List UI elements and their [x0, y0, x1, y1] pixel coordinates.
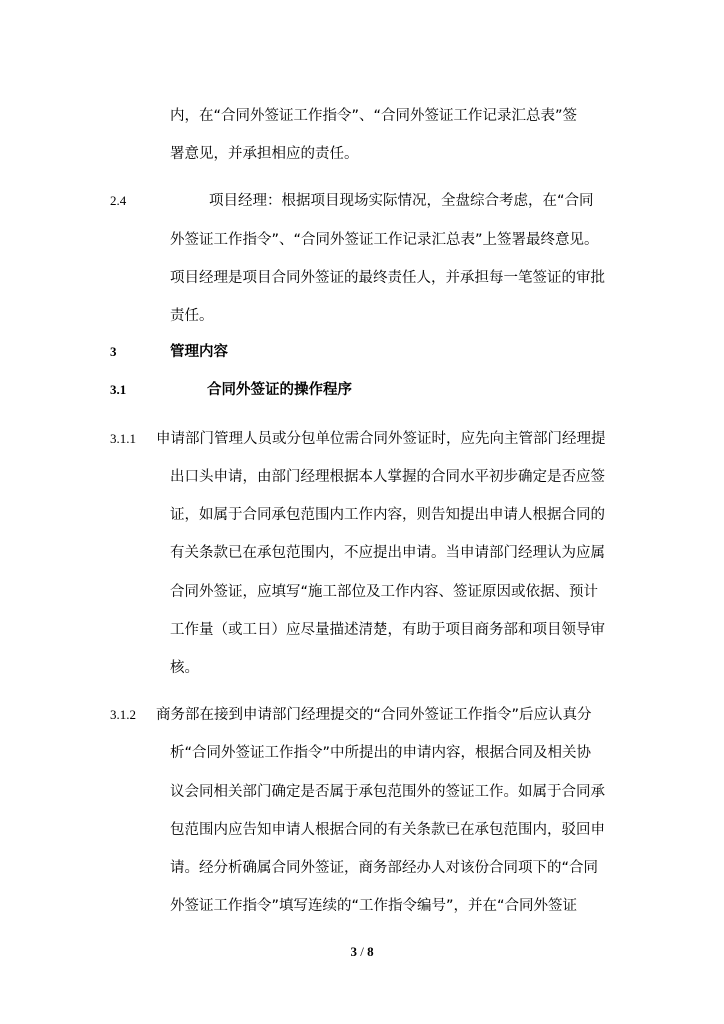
section-3-1-title: 合同外签证的操作程序 [207, 382, 352, 398]
page-separator: / [356, 944, 368, 959]
section-number-3-1-1: 3.1.1 [110, 431, 136, 446]
page-number: 3 [350, 944, 357, 959]
section-number-3: 3 [110, 344, 117, 359]
section-2-4-line-2: 外签证工作指令”、“合同外签证工作记录汇总表”上签署最终意见。 [170, 232, 599, 248]
section-number-2-4: 2.4 [110, 193, 127, 208]
section-2-4-line-4: 责任。 [170, 308, 214, 324]
section-3-1-2-line-3: 议会同相关部门确定是否属于承包范围外的签证工作。如属于合同承 [170, 784, 605, 800]
section-3-1-1-line-6: 工作量（或工日）应尽量描述清楚，有助于项目商务部和项目领导审 [170, 622, 605, 638]
continuation-line-2: 署意见，并承担相应的责任。 [170, 146, 359, 162]
section-3-1-1-line-5: 合同外签证，应填写“施工部位及工作内容、签证原因或依据、预计 [170, 584, 599, 600]
section-2-4-line-3: 项目经理是项目合同外签证的最终责任人，并承担每一笔签证的审批 [170, 270, 605, 286]
section-3-1-1-line-2: 出口头申请，由部门经理根据本人掌握的合同水平初步确定是否应签 [170, 469, 605, 485]
section-number-3-1: 3.1 [110, 382, 127, 397]
continuation-line-1: 内，在“合同外签证工作指令”、“合同外签证工作记录汇总表”签 [170, 108, 578, 124]
section-3-1-2-line-5: 请。经分析确属合同外签证，商务部经办人对该份合同项下的“合同 [170, 860, 599, 876]
section-3-1-1-line-1: 申请部门管理人员或分包单位需合同外签证时，应先向主管部门经理提 [156, 431, 606, 447]
section-number-3-1-2: 3.1.2 [110, 707, 136, 722]
page-total: 8 [367, 944, 374, 959]
section-2-4-line-1: 项目经理：根据项目现场实际情况，全盘综合考虑，在“合同 [209, 193, 594, 209]
section-3-title: 管理内容 [170, 344, 228, 360]
section-3-1-1-line-4: 有关条款已在承包范围内，不应提出申请。当申请部门经理认为应属 [170, 545, 605, 561]
section-3-1-2-line-1: 商务部在接到申请部门经理提交的“合同外签证工作指令”后应认真分 [156, 707, 592, 723]
section-3-1-1-line-7: 核。 [170, 660, 199, 676]
section-3-1-2-line-6: 外签证工作指令”填写连续的“工作指令编号”，并在“合同外签证 [170, 898, 578, 914]
page-footer [0, 944, 724, 960]
section-3-1-2-line-4: 包范围内应告知申请人根据合同的有关条款已在承包范围内，驳回申 [170, 822, 605, 838]
section-3-1-2-line-2: 析“合同外签证工作指令”中所提出的申请内容，根据合同及相关协 [170, 745, 592, 761]
section-3-1-1-line-3: 证，如属于合同承包范围内工作内容，则告知提出申请人根据合同的 [170, 507, 605, 523]
